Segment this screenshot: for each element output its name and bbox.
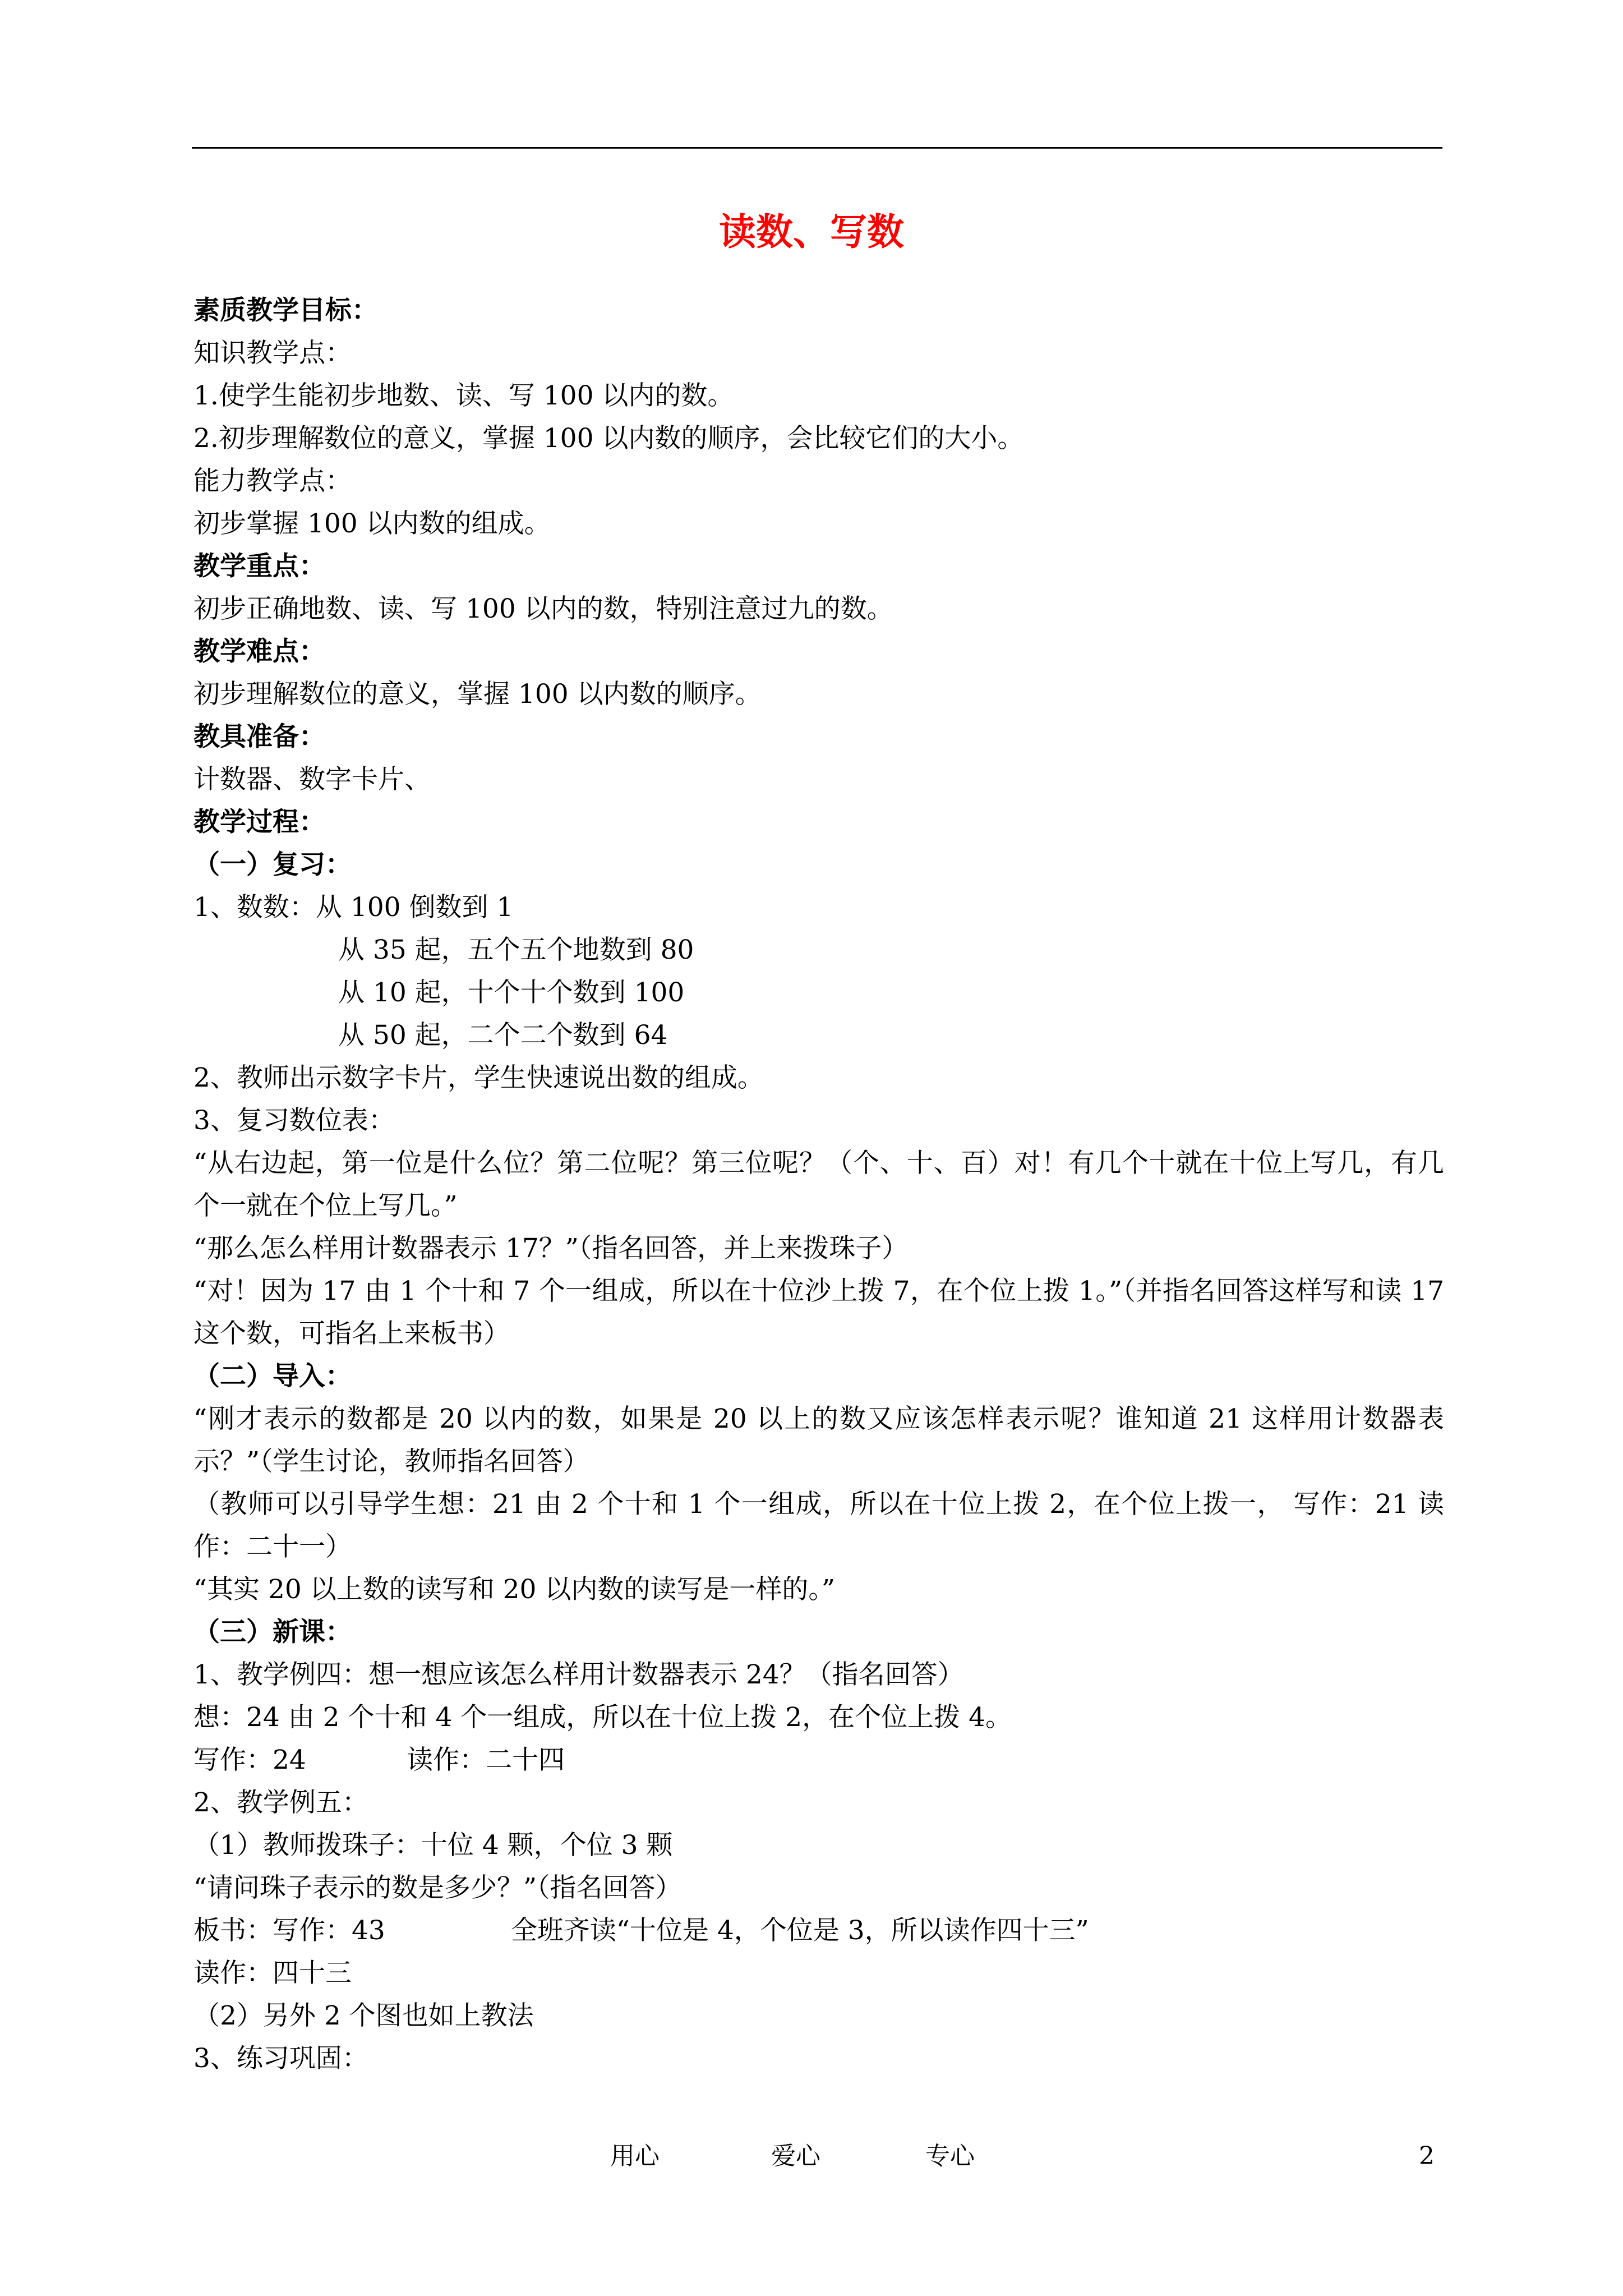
text-line: 初步理解数位的意义，掌握 100 以内数的顺序。 xyxy=(193,679,762,710)
footer-motto-1: 用心 xyxy=(610,2142,660,2170)
text-line: “从右边起，第一位是什么位？第二位呢？第三位呢？（个、十、百）对！有几个十就在十位上写几，有几个一就在个位上写几。” xyxy=(193,1148,1444,1221)
text-line: 板书：写作：43 全班齐读“十位是 4，个位是 3，所以读作四十三” xyxy=(193,1915,1089,1946)
text-line: 3、练习巩固： xyxy=(193,2043,368,2074)
section-heading: 教学过程： xyxy=(193,807,325,838)
text-line: 1、教学例四：想一想应该怎么样用计数器表示 24？（指名回答） xyxy=(193,1659,964,1690)
text-line: 初步正确地数、读、写 100 以内的数，特别注意过九的数。 xyxy=(193,593,893,624)
footer-motto-3: 专心 xyxy=(925,2142,975,2170)
section-heading: （二）导入： xyxy=(193,1361,352,1392)
text-line: 计数器、数字卡片、 xyxy=(193,764,431,795)
section-heading: 教具准备： xyxy=(193,721,325,752)
text-line: （1）教师拨珠子：十位 4 颗，个位 3 颗 xyxy=(193,1830,673,1861)
section-heading: （一）复习： xyxy=(193,849,352,880)
text-line: 想：24 由 2 个十和 4 个一组成，所以在十位上拨 2，在个位上拨 4。 xyxy=(193,1702,1012,1733)
text-line: 从 10 起，十个十个数到 100 xyxy=(338,977,685,1008)
header-rule xyxy=(192,147,1442,149)
text-line: “那么怎么样用计数器表示 17？”（指名回答，并上来拨珠子） xyxy=(193,1233,909,1264)
text-line: （2）另外 2 个图也如上教法 xyxy=(193,2000,534,2031)
text-line: 读作：四十三 xyxy=(193,1958,352,1989)
text-line: 3、复习数位表： xyxy=(193,1105,395,1136)
section-heading: 教学难点： xyxy=(193,636,325,667)
section-heading: 教学重点： xyxy=(193,551,325,582)
text-line: “对！因为 17 由 1 个十和 7 个一组成，所以在十位沙上拨 7，在个位上拨 1。”（并指名回答这样写和读 17 这个数，可指名上来板书） xyxy=(193,1276,1444,1349)
text-line: “刚才表示的数都是 20 以内的数，如果是 20 以上的数又应该怎样表示呢？谁知道 21 这样用计数器表示？”（学生讨论，教师指名回答） xyxy=(193,1404,1444,1477)
text-line: 2、教师出示数字卡片，学生快速说出数的组成。 xyxy=(193,1062,764,1093)
text-line: 初步掌握 100 以内数的组成。 xyxy=(193,508,551,539)
document-body xyxy=(193,289,1444,2080)
text-line: 写作：24 读作：二十四 xyxy=(193,1745,565,1775)
section-heading: 素质教学目标： xyxy=(193,295,378,326)
text-line: “请问珠子表示的数是多少？”（指名回答） xyxy=(193,1872,682,1903)
text-line: 2.初步理解数位的意义，掌握 100 以内数的顺序，会比较它们的大小。 xyxy=(193,423,1024,454)
text-line: 1.使学生能初步地数、读、写 100 以内的数。 xyxy=(193,380,734,411)
text-line: “其实 20 以上数的读写和 20 以内数的读写是一样的。” xyxy=(193,1574,835,1605)
text-line: （教师可以引导学生想：21 由 2 个十和 1 个一组成，所以在十位上拨 2，在个位上拨一， 写作：21 读作：二十一） xyxy=(193,1489,1444,1562)
text-line: 从 50 起，二个二个数到 64 xyxy=(338,1020,668,1051)
footer-motto-2: 爱心 xyxy=(771,2142,820,2170)
text-line: 从 35 起，五个五个地数到 80 xyxy=(338,935,694,965)
text-line: 1、数数：从 100 倒数到 1 xyxy=(193,892,514,923)
text-line: 能力教学点： xyxy=(193,466,352,496)
text-line: 2、教学例五： xyxy=(193,1787,368,1818)
section-heading: （三）新课： xyxy=(193,1617,352,1648)
page-number: 2 xyxy=(1419,2142,1435,2170)
text-line: 知识教学点： xyxy=(193,338,352,369)
document-title: 读数、写数 xyxy=(719,210,904,254)
page-footer xyxy=(0,2139,1623,2173)
